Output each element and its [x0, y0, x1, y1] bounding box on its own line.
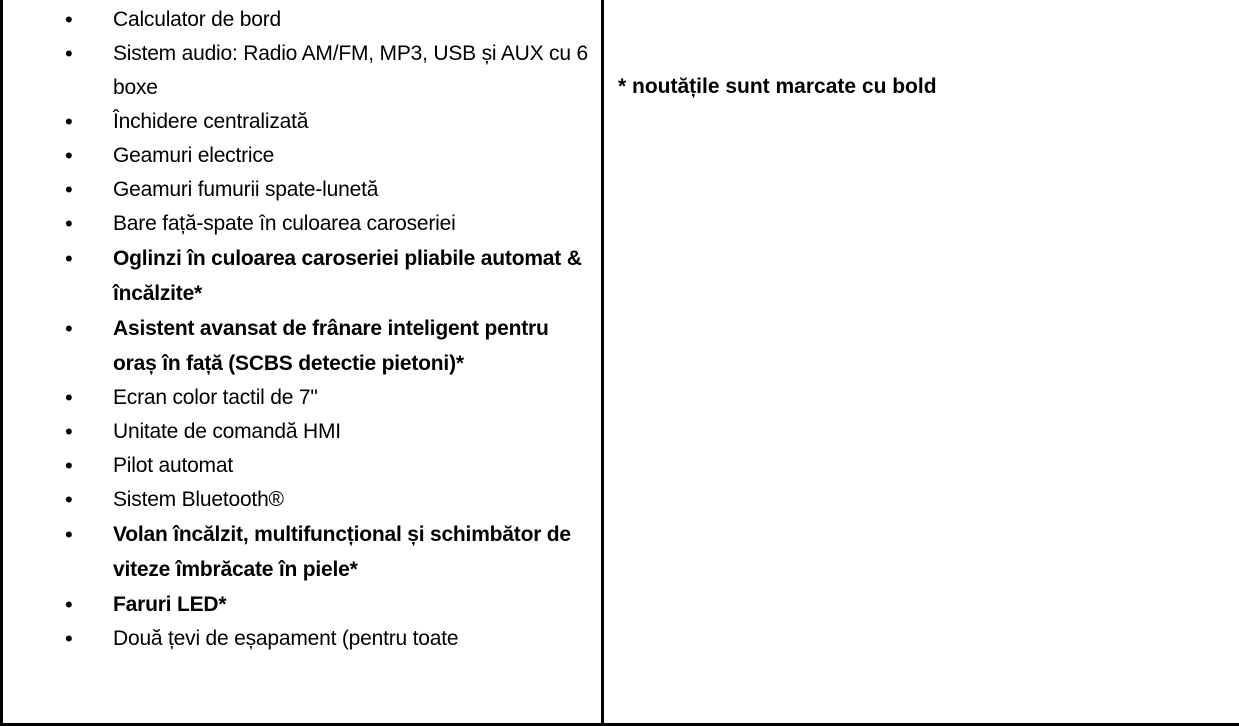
bullet-icon: • [65, 587, 73, 622]
list-item [3, 449, 601, 483]
bullet-icon: • [65, 449, 73, 483]
list-item-text: Unitate de comandă HMI [113, 420, 341, 443]
bullet-icon: • [65, 622, 73, 656]
list-item-text: Ecran color tactil de 7" [113, 386, 318, 409]
list-item [3, 381, 601, 415]
list-item [3, 37, 601, 105]
list-item [3, 311, 601, 381]
features-list-wrap [3, 0, 601, 723]
list-item [3, 622, 601, 656]
features-cell [2, 0, 603, 725]
list-item-text: Pilot automat [113, 454, 233, 477]
bullet-icon: • [65, 37, 73, 71]
list-item [3, 241, 601, 311]
list-item [3, 415, 601, 449]
bullet-icon: • [65, 517, 73, 552]
list-item [3, 173, 601, 207]
list-item-text: Volan încălzit, multifuncțional și schimbător de viteze îmbrăcate în piele* [113, 523, 571, 581]
bullet-icon: • [65, 415, 73, 449]
bullet-icon: • [65, 241, 73, 276]
list-item-text: Geamuri electrice [113, 144, 274, 167]
list-item-text: Faruri LED* [113, 593, 226, 616]
list-item-text: Sistem audio: Radio AM/FM, MP3, USB și AUX cu 6 boxe [113, 42, 588, 99]
bullet-icon: • [65, 139, 73, 173]
bold-note: * noutățile sunt marcate cu bold [618, 73, 937, 101]
list-item [3, 105, 601, 139]
list-item-text: Două țevi de eșapament (pentru toate [113, 627, 458, 650]
bullet-icon: • [65, 173, 73, 207]
bullet-icon: • [65, 3, 73, 37]
list-item [3, 3, 601, 37]
bullet-icon: • [65, 311, 73, 346]
bullet-icon: • [65, 483, 73, 517]
bullet-icon: • [65, 105, 73, 139]
features-list [3, 3, 601, 656]
list-item-text: Asistent avansat de frânare inteligent pentru oraș în față (SCBS detectie pietoni)* [113, 317, 549, 375]
list-item-text: Oglinzi în culoarea caroseriei pliabile automat & încălzite* [113, 247, 582, 305]
list-item [3, 483, 601, 517]
list-item-text: Geamuri fumurii spate-lunetă [113, 178, 378, 201]
list-item [3, 139, 601, 173]
list-item [3, 587, 601, 622]
list-item-text: Bare față-spate în culoarea caroseriei [113, 212, 456, 235]
bullet-icon: • [65, 207, 73, 241]
bullet-icon: • [65, 381, 73, 415]
list-item [3, 517, 601, 587]
list-item-text: Calculator de bord [113, 8, 281, 31]
notes-cell [603, 0, 1239, 725]
list-item-text: Închidere centralizată [113, 110, 308, 133]
list-item [3, 207, 601, 241]
table-row [2, 0, 1239, 725]
list-item-text: Sistem Bluetooth® [113, 488, 284, 511]
